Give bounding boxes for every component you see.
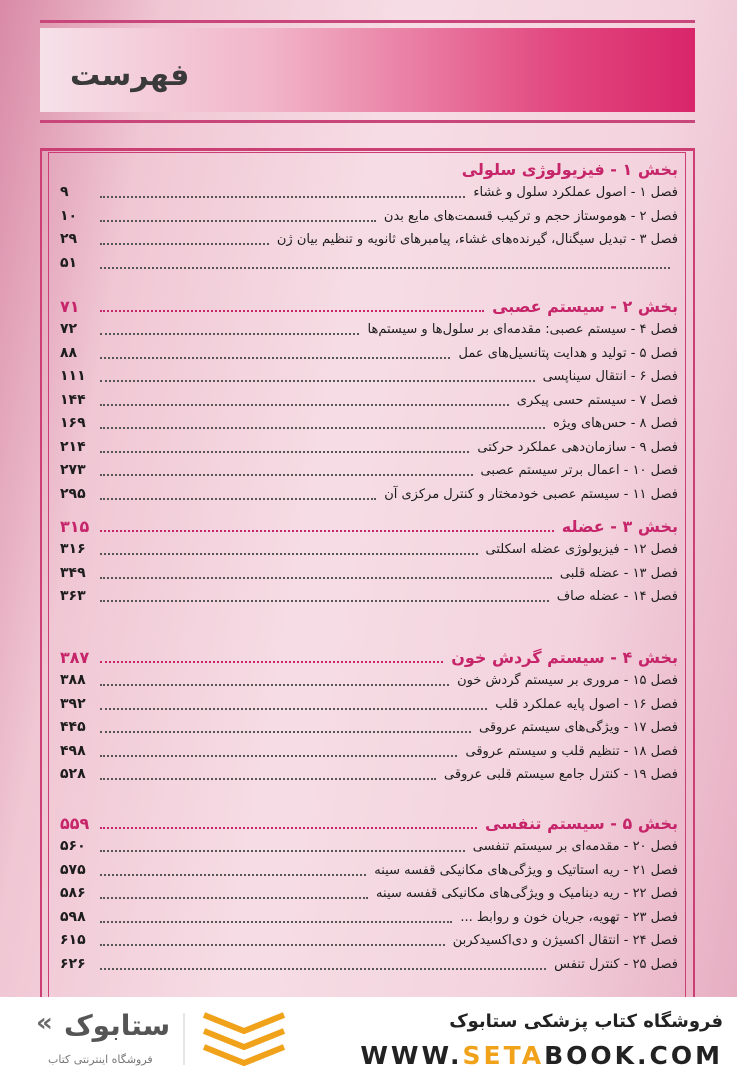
footer-banner [0,997,737,1079]
dot-leader [100,404,509,406]
dot-leader [100,196,465,198]
header-bottom-line [40,120,695,123]
chapter-page-number: ۳۴۹ [60,564,86,581]
section-page-number: ۳۱۵ [60,517,90,536]
chapter-title: فصل ۱۷ - ویژگی‌های سیستم عروقی [479,720,678,735]
toc-row[interactable] [60,884,678,906]
toc-row[interactable] [60,564,678,586]
url-accent: SETA [462,1041,545,1070]
toc-row[interactable] [60,391,678,413]
toc-row[interactable] [60,540,678,562]
chapter-title: فصل ۱۵ - مروری بر سیستم گردش خون [457,673,678,688]
chapter-page-number: ۷۲ [60,321,78,337]
dot-leader [100,243,269,245]
chapter-page-number: ۶۲۶ [60,955,86,972]
chapter-page-number: ۲۷۳ [60,462,86,478]
dot-leader [100,944,445,946]
dot-leader [100,333,359,335]
dot-leader [100,267,670,269]
chapter-title: فصل ۶ - انتقال سیناپسی [542,369,678,384]
chapter-page-number: ۵۲۸ [60,766,86,782]
dot-leader [100,577,552,579]
toc-row[interactable] [60,671,678,693]
toc-row[interactable] [60,931,678,953]
chapter-title: فصل ۱۰ - اعمال برتر سیستم عصبی [480,463,678,478]
section-title: بخش ۵ - سیستم تنفسی [485,814,678,833]
section-page-number: ۷۱ [60,297,80,316]
dot-leader [100,661,443,663]
toc-row[interactable] [60,344,678,366]
dot-leader [100,553,478,555]
chapter-page-number: ۱۴۴ [60,391,86,408]
dot-leader [100,498,376,500]
chapter-page-number: ۴۹۸ [60,742,86,759]
dot-leader [100,474,473,476]
dot-leader [100,850,465,852]
chapter-page-number: ۱۱۱ [60,368,86,384]
chapter-page-number: ۹ [60,184,69,200]
dot-leader [100,451,469,453]
toc-row[interactable] [60,207,678,229]
chapter-title: فصل ۱۶ - اصول پایه عملکرد قلب [495,696,678,712]
section-heading [60,648,678,670]
toc-row[interactable] [60,587,678,609]
chapter-page-number: ۴۴۵ [60,719,86,735]
chapter-title: فصل ۲۱ - ریه استاتیک و ویژگی‌های مکانیکی قفسه سینه [374,862,678,878]
toc-row[interactable] [60,955,678,977]
chapter-page-number: ۶۱۵ [60,932,86,948]
chapter-page-number: ۳۸۸ [60,672,86,688]
dot-leader [100,755,457,757]
chapter-title: فصل ۲۰ - مقدمه‌ای بر سیستم تنفسی [472,839,678,854]
toc-row[interactable] [60,183,678,205]
chapter-page-number: ۵۱ [60,254,78,271]
dot-leader [100,600,549,602]
toc-row[interactable] [60,438,678,460]
section-title: بخش ۱ - فیزیولوژی سلولی [461,160,678,179]
section-heading [60,297,678,319]
chapter-page-number: ۱۶۹ [60,415,86,431]
toc-row[interactable] [60,765,678,787]
chapter-title: فصل ۲۲ - ریه دینامیک و ویژگی‌های مکانیکی قفسه سینه [376,886,678,901]
chapter-page-number: ۱۰ [60,207,78,224]
chapter-page-number: ۵۹۸ [60,908,86,925]
chapter-title: فصل ۲۳ - تهویه، جریان خون و روابط ... [460,909,678,925]
chapter-title: فصل ۳ - تبدیل سیگنال، گیرنده‌های غشاء، پیامبرهای ثانویه و تنظیم بیان ژن [276,232,678,247]
chapter-title: فصل ۱۳ - عضله قلبی [559,565,678,581]
chapter-title: فصل ۸ - حس‌های ویژه [552,416,678,431]
chapter-title: فصل ۱۹ - کنترل جامع سیستم قلبی عروقی [444,767,678,782]
dot-leader [100,684,449,686]
toc-row[interactable] [60,414,678,436]
section-page-number: ۳۸۷ [60,648,90,667]
dot-leader [100,530,554,532]
toc-row[interactable] [60,742,678,764]
chapter-page-number: ۲۱۴ [60,438,86,455]
store-name: فروشگاه کتاب پزشکی ستابوک [449,1011,723,1032]
chapter-title: فصل ۱۲ - فیزیولوژی عضله اسکلتی [485,542,678,557]
chapter-title: فصل ۲۴ - انتقال اکسیژن و دی‌اکسیدکربن [452,933,678,948]
dot-leader [100,427,545,429]
section-heading [60,160,678,182]
url-suffix: BOOK.COM [544,1041,723,1070]
chapter-page-number: ۲۹۵ [60,485,86,502]
chapter-title: فصل ۱۸ - تنظیم قلب و سیستم عروقی [465,743,678,759]
toc-row[interactable] [60,837,678,859]
chapter-page-number: ۵۷۵ [60,861,86,878]
dot-leader [100,897,368,899]
store-url[interactable] [360,1041,723,1070]
chapter-page-number: ۳۱۶ [60,541,86,557]
chapter-page-number: ۳۶۳ [60,588,86,604]
chapter-title: فصل ۲ - هوموستاز حجم و ترکیب قسمت‌های مایع بدن [383,208,678,224]
section-page-number: ۵۵۹ [60,814,90,833]
chapter-page-number: ۵۸۶ [60,885,86,901]
store-logo [12,1009,292,1069]
chapter-title: فصل ۱۴ - عضله صاف [556,589,678,604]
section-title: بخش ۴ - سیستم گردش خون [451,648,678,667]
toc-row[interactable] [60,461,678,483]
chapter-title: فصل ۱۱ - سیستم عصبی خودمختار و کنترل مرکزی آن [384,486,678,502]
dot-leader [100,220,376,222]
section-title: بخش ۳ - عضله [561,517,678,536]
chapter-page-number: ۵۶۰ [60,838,86,854]
chapter-title: فصل ۴ - سیستم عصبی: مقدمه‌ای بر سلول‌ها و سیستم‌ها [367,322,678,337]
toc-row[interactable] [60,861,678,883]
svg-text:«: « [36,1009,53,1038]
dot-leader [100,310,484,312]
dot-leader [100,921,452,923]
url-prefix: WWW. [360,1041,463,1070]
logo-word: ستابوک [64,1009,171,1042]
dot-leader [100,778,436,780]
header-top-line [40,20,695,23]
section-heading [60,814,678,836]
toc-row[interactable] [60,695,678,717]
dot-leader [100,357,450,359]
chapter-page-number: ۸۸ [60,344,78,361]
chapter-title: فصل ۲۵ - کنترل تنفس [554,956,678,972]
toc-row[interactable] [60,230,678,252]
section-heading [60,517,678,539]
chapter-title: فصل ۹ - سازمان‌دهی عملکرد حرکتی [477,439,678,455]
chapter-page-number: ۲۹ [60,231,78,247]
dot-leader [100,708,487,710]
chapter-page-number: ۳۹۲ [60,695,86,712]
toc-row[interactable] [60,718,678,740]
toc-row[interactable] [60,367,678,389]
section-title: بخش ۲ - سیستم عصبی [492,297,678,316]
dot-leader [100,874,366,876]
dot-leader [100,731,471,733]
toc-row[interactable] [60,485,678,507]
toc-row[interactable] [60,320,678,342]
dot-leader [100,827,477,829]
chapter-title: فصل ۱ - اصول عملکرد سلول و غشاء [473,185,678,200]
chapter-title: فصل ۵ - تولید و هدایت پتانسیل‌های عمل [458,345,678,361]
dot-leader [100,380,535,382]
logo-tagline: فروشگاه اینترنتی کتاب [48,1053,153,1066]
toc-row[interactable] [60,254,678,276]
toc-row[interactable] [60,908,678,930]
page-title: فهرست [70,58,190,93]
dot-leader [100,968,546,970]
chapter-title: فصل ۷ - سیستم حسی پیکری [516,392,678,408]
